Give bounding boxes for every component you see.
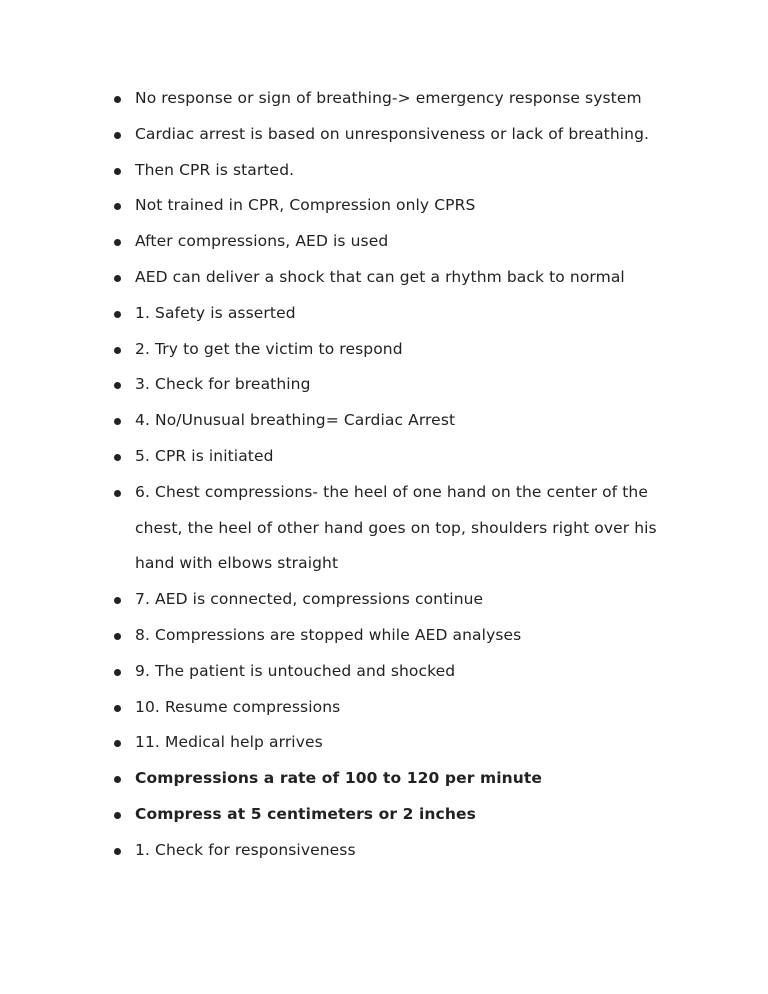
bullet-icon xyxy=(114,454,121,461)
bullet-icon xyxy=(114,275,121,282)
list-item-text: Cardiac arrest is based on unresponsiveness or lack of breathing. xyxy=(135,124,650,143)
list-item-text: 5. CPR is initiated xyxy=(135,446,274,465)
bullet-icon xyxy=(114,740,121,747)
list-item xyxy=(111,188,661,224)
bullet-icon xyxy=(114,490,121,497)
list-item xyxy=(111,582,661,618)
list-item-text: No response or sign of breathing-> emergency response system xyxy=(135,89,642,107)
bullet-icon xyxy=(114,311,121,318)
list-item-text: 3. Check for breathing xyxy=(135,375,311,394)
list-item xyxy=(111,475,661,582)
bullet-icon xyxy=(114,776,121,783)
bullet-icon xyxy=(114,96,121,103)
bullet-icon xyxy=(114,168,121,175)
list-item-text: 2. Try to get the victim to respond xyxy=(135,339,403,358)
bullet-list xyxy=(111,81,661,869)
bullet-icon xyxy=(114,597,121,604)
bullet-icon xyxy=(114,633,121,640)
list-item xyxy=(111,403,661,439)
list-item xyxy=(111,367,661,403)
list-item-text: 8. Compressions are stopped while AED analyses xyxy=(135,625,522,644)
list-item-text: 9. The patient is untouched and shocked xyxy=(135,661,456,680)
list-item-text: After compressions, AED is used xyxy=(135,232,389,251)
bullet-icon xyxy=(114,203,121,210)
list-item-text: 10. Resume compressions xyxy=(135,697,341,716)
list-item xyxy=(111,690,661,726)
list-item-text: Compress at 5 centimeters or 2 inches xyxy=(135,804,476,823)
list-item xyxy=(111,439,661,475)
list-item xyxy=(111,332,661,368)
list-item xyxy=(111,725,661,761)
list-item xyxy=(111,761,661,797)
bullet-icon xyxy=(114,347,121,354)
bullet-icon xyxy=(114,812,121,819)
bullet-icon xyxy=(114,132,121,139)
list-item-text: 11. Medical help arrives xyxy=(135,733,323,752)
list-item xyxy=(111,224,661,260)
list-item-text: AED can deliver a shock that can get a rhythm back to normal xyxy=(135,267,625,286)
list-item-text: Not trained in CPR, Compression only CPRS xyxy=(135,196,476,215)
list-item xyxy=(111,833,661,869)
bullet-icon xyxy=(114,705,121,712)
list-item xyxy=(111,260,661,296)
bullet-icon xyxy=(114,382,121,389)
list-item xyxy=(111,797,661,833)
list-item-text: 1. Check for responsiveness xyxy=(135,840,356,859)
bullet-icon xyxy=(114,848,121,855)
bullet-icon xyxy=(114,669,121,676)
list-item xyxy=(111,81,661,117)
list-item xyxy=(111,153,661,189)
list-item-text: Compressions a rate of 100 to 120 per minute xyxy=(135,769,543,788)
list-item xyxy=(111,618,661,654)
list-item-text: Then CPR is started. xyxy=(135,160,295,179)
list-item-text: 7. AED is connected, compressions continue xyxy=(135,590,484,609)
list-item-text: 6. Chest compressions- the heel of one hand on the center of the chest, the heel of other hand goes on top, shoulders right over his hand with elbows straight xyxy=(135,482,657,573)
list-item-text: 1. Safety is asserted xyxy=(135,303,296,322)
list-item-text: 4. No/Unusual breathing= Cardiac Arrest xyxy=(135,411,456,430)
bullet-icon xyxy=(114,418,121,425)
list-item xyxy=(111,296,661,332)
list-item xyxy=(111,654,661,690)
list-item xyxy=(111,117,661,153)
bullet-icon xyxy=(114,239,121,246)
